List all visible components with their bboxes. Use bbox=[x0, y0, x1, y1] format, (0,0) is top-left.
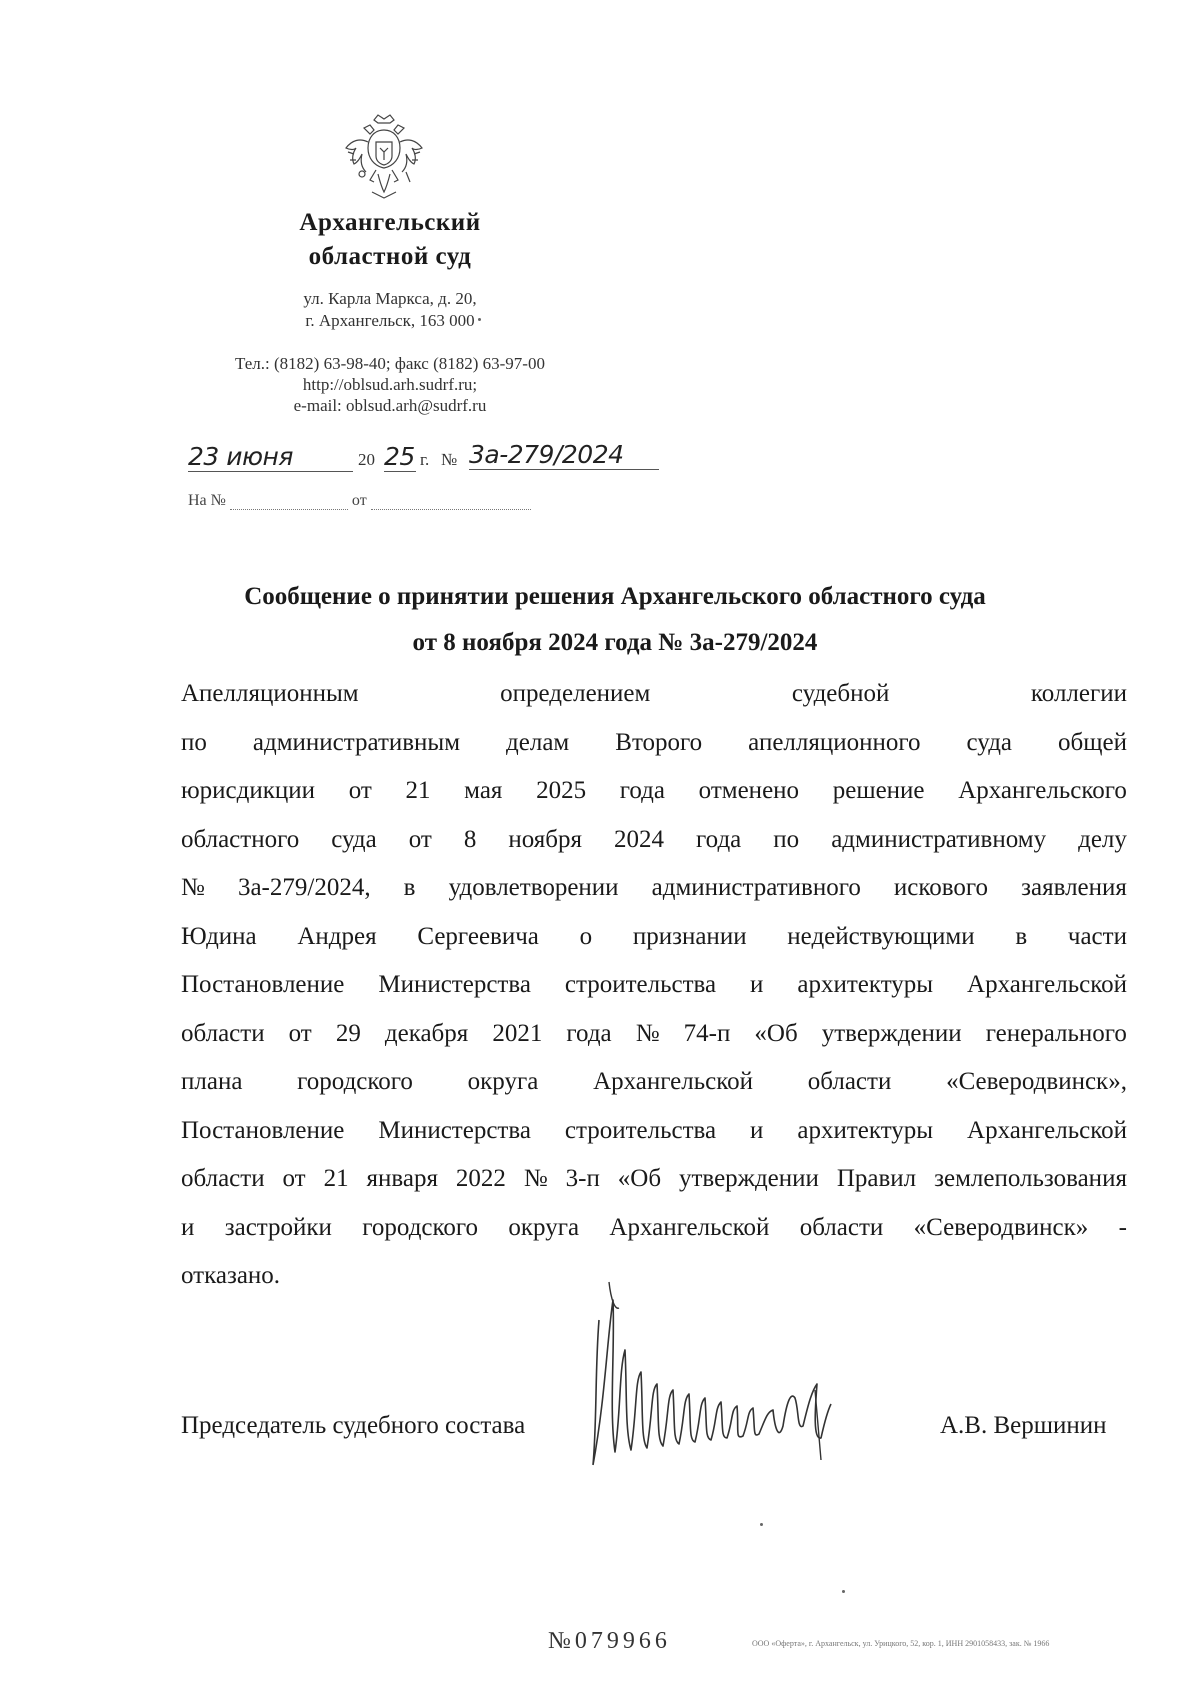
address-street: ул. Карла Маркса, д. 20, bbox=[303, 289, 477, 308]
body-word: архитектуры bbox=[797, 971, 934, 998]
scan-speck bbox=[478, 318, 481, 321]
body-word: 21 bbox=[323, 1165, 349, 1192]
body-line bbox=[181, 1058, 1127, 1107]
body-word: областного bbox=[181, 825, 300, 853]
body-word: удовлетворении bbox=[448, 874, 619, 901]
outgoing-number-handwritten: 3а-279/2024 bbox=[469, 440, 659, 470]
body-word: 3а-279/2024, bbox=[237, 874, 371, 901]
coat-of-arms-emblem bbox=[336, 112, 432, 208]
body-word: года bbox=[696, 825, 742, 853]
body-word: Министерства bbox=[378, 971, 531, 998]
title-line-1: Сообщение о принятии решения Архангельского областного суда bbox=[244, 583, 986, 610]
body-line bbox=[181, 816, 1127, 865]
body-word: Министерства bbox=[378, 1116, 531, 1144]
body-word: заявления bbox=[1021, 874, 1127, 901]
body-word: по bbox=[181, 728, 207, 756]
body-word: землепользования bbox=[934, 1165, 1127, 1192]
document-title bbox=[150, 574, 1080, 666]
body-word: застройки bbox=[224, 1213, 332, 1241]
body-word: «Об bbox=[617, 1165, 662, 1192]
body-word: 3-п bbox=[565, 1165, 600, 1192]
body-word: области bbox=[807, 1068, 892, 1095]
body-word: делам bbox=[506, 728, 570, 756]
body-word: 2021 bbox=[492, 1019, 543, 1047]
body-word: недействующими bbox=[787, 922, 975, 950]
body-word: строительства bbox=[564, 971, 717, 998]
body-word: административным bbox=[252, 728, 461, 756]
body-word: суда bbox=[966, 728, 1013, 756]
body-word: и bbox=[750, 1116, 764, 1144]
body-word: области bbox=[181, 1019, 265, 1047]
body-word: № bbox=[523, 1165, 548, 1192]
body-word: от bbox=[288, 1019, 312, 1047]
scan-speck bbox=[842, 1590, 845, 1593]
body-word: Правил bbox=[836, 1165, 917, 1192]
body-word: года bbox=[566, 1019, 612, 1047]
body-word: делу bbox=[1078, 825, 1127, 853]
body-word: Архангельской bbox=[967, 971, 1127, 998]
body-word: области bbox=[799, 1213, 884, 1241]
body-word: коллегии bbox=[1030, 680, 1127, 707]
body-word: от bbox=[282, 1165, 306, 1192]
body-line bbox=[181, 1204, 1127, 1253]
court-address bbox=[230, 288, 550, 332]
body-word: 2022 bbox=[455, 1165, 506, 1192]
body-word: городского bbox=[297, 1068, 413, 1095]
body-word: 2024 bbox=[614, 825, 665, 853]
title-line-2: от 8 ноября 2024 года № 3а-279/2024 bbox=[412, 629, 818, 656]
scan-speck bbox=[760, 1523, 763, 1526]
body-word: 21 bbox=[405, 777, 431, 804]
handwritten-signature bbox=[585, 1280, 885, 1470]
signatory-name: А.В. Вершинин bbox=[940, 1412, 1107, 1439]
reply-reference-line bbox=[188, 492, 588, 518]
body-word: отказано. bbox=[181, 1262, 281, 1289]
body-word: части bbox=[1067, 922, 1127, 950]
body-word: 2025 bbox=[536, 777, 587, 804]
body-word: о bbox=[579, 922, 593, 950]
court-name bbox=[230, 206, 550, 274]
phone-fax: Тел.: (8182) 63-98-40; факс (8182) 63-97-00 bbox=[235, 354, 545, 373]
body-word: искового bbox=[893, 874, 989, 901]
body-word: - bbox=[1118, 1213, 1127, 1241]
body-word: округа bbox=[508, 1213, 580, 1241]
body-word: строительства bbox=[564, 1116, 717, 1144]
body-line bbox=[181, 1010, 1127, 1059]
body-word: административного bbox=[651, 874, 861, 901]
body-word: области bbox=[181, 1165, 265, 1192]
body-word: Андрея bbox=[297, 922, 377, 950]
body-word: округа bbox=[467, 1068, 539, 1095]
body-line bbox=[181, 961, 1127, 1010]
body-word: Архангельской bbox=[593, 1068, 754, 1095]
body-word: судебной bbox=[791, 680, 890, 707]
reply-from-label: от bbox=[351, 492, 367, 509]
body-line bbox=[181, 670, 1127, 719]
body-word: Постановление bbox=[181, 971, 345, 998]
court-contacts bbox=[150, 353, 630, 416]
body-word: Второго bbox=[615, 728, 703, 756]
outgoing-date-handwritten: 23 июня bbox=[188, 442, 353, 472]
year-prefix: 20 bbox=[358, 450, 375, 469]
body-word: апелляционного bbox=[748, 728, 921, 756]
body-line bbox=[181, 1155, 1127, 1204]
body-word: признании bbox=[632, 922, 747, 950]
court-name-line-2: областной суд bbox=[308, 243, 472, 270]
body-word: № bbox=[635, 1019, 660, 1047]
body-word: 8 bbox=[463, 825, 477, 853]
body-line bbox=[181, 913, 1127, 962]
body-word: мая bbox=[464, 777, 503, 804]
body-word: административному bbox=[831, 825, 1047, 853]
year-suffix: г. bbox=[420, 450, 430, 469]
website: http://oblsud.arh.sudrf.ru; bbox=[302, 375, 478, 394]
body-word: «Об bbox=[754, 1019, 798, 1047]
body-word: № bbox=[181, 874, 205, 901]
body-word: Постановление bbox=[181, 1116, 345, 1144]
body-word: юрисдикции bbox=[181, 777, 316, 804]
reply-number-blank bbox=[230, 495, 348, 510]
body-word: Сергеевича bbox=[417, 922, 539, 950]
body-word: Архангельской bbox=[967, 1116, 1127, 1144]
document-body bbox=[181, 670, 1127, 1301]
number-label: № bbox=[441, 450, 458, 469]
year-handwritten: 25 bbox=[384, 442, 415, 471]
body-word: плана bbox=[181, 1068, 243, 1095]
body-line bbox=[181, 1107, 1127, 1156]
body-word: городского bbox=[362, 1213, 479, 1241]
court-name-line-1: Архангельский bbox=[299, 209, 481, 236]
body-line bbox=[181, 767, 1127, 816]
body-word: Апелляционным bbox=[181, 680, 359, 707]
body-word: по bbox=[773, 825, 800, 853]
body-word: определением bbox=[500, 680, 651, 707]
body-word: в bbox=[403, 874, 416, 901]
body-word: и bbox=[750, 971, 764, 998]
body-word: от bbox=[408, 825, 432, 853]
body-word: генерального bbox=[985, 1019, 1127, 1047]
body-word: решение bbox=[832, 777, 925, 804]
body-word: суда bbox=[331, 825, 377, 853]
body-line bbox=[181, 864, 1127, 913]
body-word: года bbox=[619, 777, 665, 804]
printer-imprint: ООО «Оферта», г. Архангельск, ул. Урицкого, 52, кор. 1, ИНН 2901058433, зак. № 1966 bbox=[752, 1639, 1050, 1648]
email: e-mail: oblsud.arh@sudrf.ru bbox=[293, 396, 487, 415]
body-word: и bbox=[181, 1213, 195, 1241]
body-word: от bbox=[348, 777, 372, 804]
body-word: ноября bbox=[508, 825, 583, 853]
body-word: утверждении bbox=[679, 1165, 819, 1192]
registration-line bbox=[188, 440, 648, 480]
body-word: 29 bbox=[335, 1019, 361, 1047]
reply-date-blank bbox=[371, 495, 531, 510]
body-word: отменено bbox=[698, 777, 800, 804]
body-word: Архангельского bbox=[958, 777, 1127, 804]
body-line bbox=[181, 719, 1127, 768]
body-word: в bbox=[1015, 922, 1028, 950]
body-word: декабря bbox=[384, 1019, 469, 1047]
body-word: «Северодвинск», bbox=[946, 1068, 1127, 1095]
body-word: архитектуры bbox=[797, 1116, 934, 1144]
address-city: г. Архангельск, 163 000 bbox=[305, 311, 475, 330]
body-word: Архангельской bbox=[609, 1213, 770, 1241]
body-word: утверждении bbox=[821, 1019, 962, 1047]
body-word: общей bbox=[1058, 728, 1127, 756]
reply-number-label: На № bbox=[188, 492, 226, 509]
form-serial-number: №079966 bbox=[548, 1628, 671, 1654]
signatory-role: Председатель судебного состава bbox=[181, 1412, 526, 1439]
body-word: 74-п bbox=[683, 1019, 731, 1047]
body-word: января bbox=[366, 1165, 438, 1192]
body-word: Юдина bbox=[181, 922, 257, 950]
body-word: «Северодвинск» bbox=[913, 1213, 1089, 1241]
